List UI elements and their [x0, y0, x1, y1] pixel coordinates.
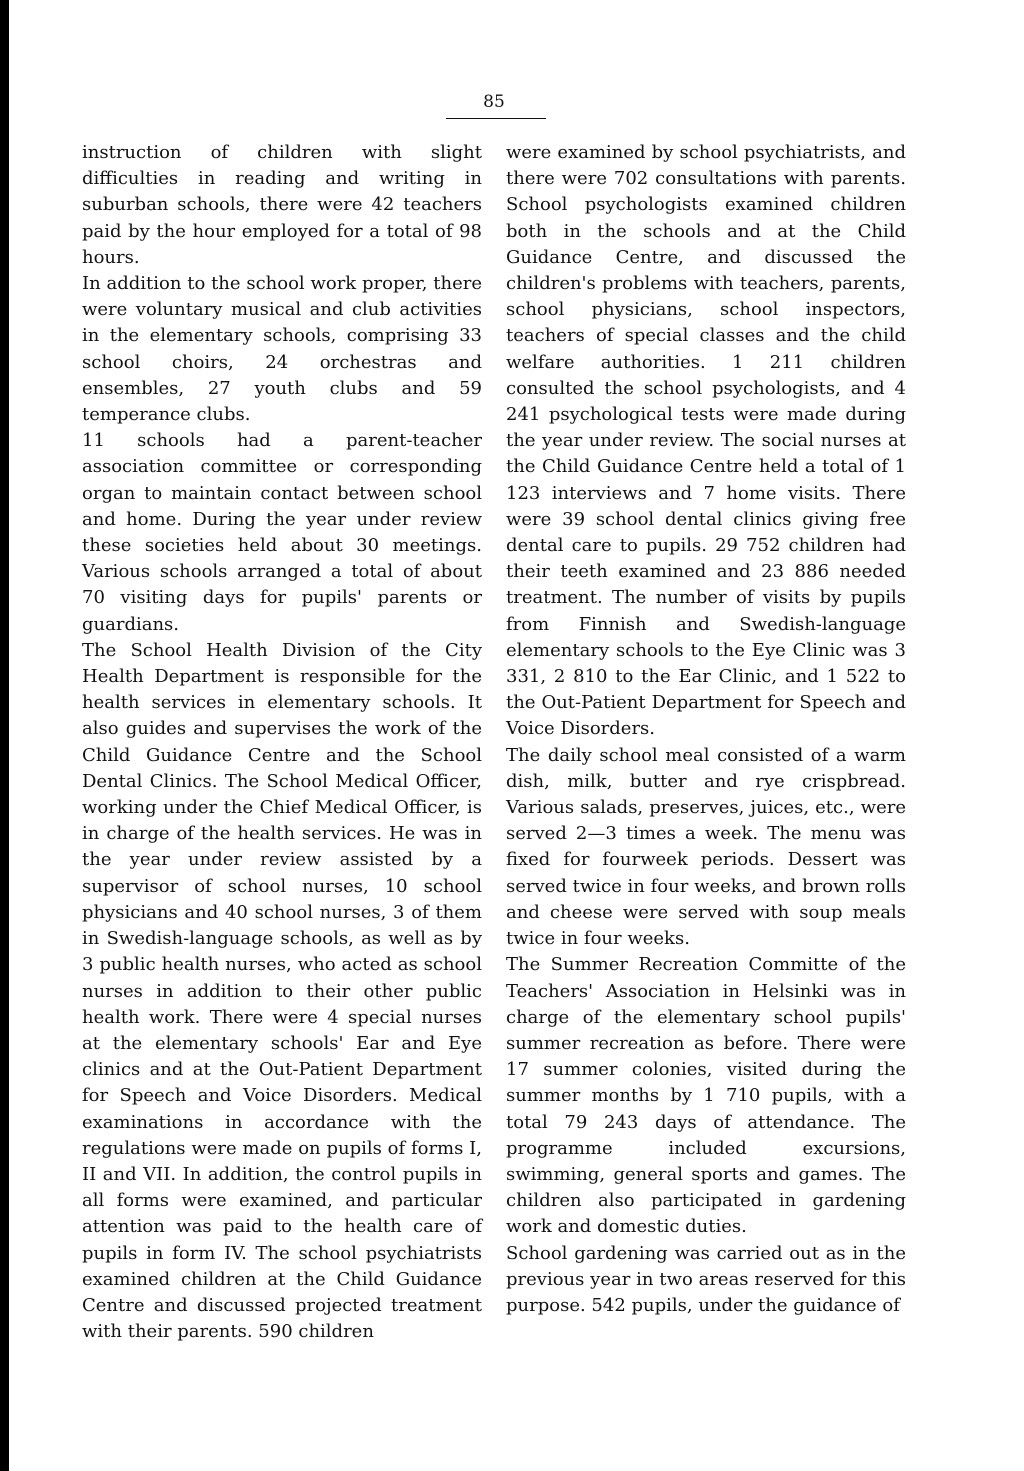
page-number-rule [446, 118, 546, 119]
scan-edge [0, 0, 9, 1471]
page-number: 85 [483, 92, 505, 112]
paragraph: were examined by school psychiatrists, and there were 702 consultations with parents. School psychologists examined children both in the schools and at the Child Guidance Centre, and discussed the children's problems with teachers, parents, school physicians, school inspectors, teachers of special classes and the child welfare authorities. 1 211 children consulted the school psychologists, and 4 241 psychological tests were made during the year under review. The social nurses at the Child Guidance Centre held a total of 1 123 interviews and 7 home visits. There were 39 school dental clinics giving free dental care to pupils. 29 752 children had their teeth examined and 23 886 needed treatment. The number of visits by pupils from Finnish and Swedish-language elementary schools to the Eye Clinic was 3 331, 2 810 to the Ear Clinic, and 1 522 to the Out-Patient Department for Speech and Voice Disorders. [506, 142, 906, 740]
left-column [82, 140, 482, 1345]
paragraph: The School Health Division of the City Health Department is responsible for the health services in elementary schools. It also guides and supervises the work of the Child Guidance Centre and the School Dental Clinics. The School Medical Officer, working under the Chief Medical Officer, is in charge of the health services. He was in the year under review assisted by a supervisor of school nurses, 10 school physicians and 40 school nurses, 3 of them in Swedish-language schools, as well as by 3 public health nurses, who acted as school nurses in addition to their other public health work. There were 4 special nurses at the elementary schools' Ear and Eye clinics and at the Out-Patient Department for Speech and Voice Disorders. Medical examinations in accordance with the regulations were made on pupils of forms I, II and VII. In addition, the control pupils in all forms were examined, and particular attention was paid to the health care of pupils in form IV. The school psychiatrists examined children at the Child Guidance Centre and discussed projected treatment with their parents. 590 children [82, 639, 482, 1343]
paragraph: instruction of children with slight difficulties in reading and writing in suburban schools, there were 42 teachers paid by the hour employed for a total of 98 hours. [82, 142, 482, 268]
right-column [506, 140, 906, 1319]
paragraph: In addition to the school work proper, there were voluntary musical and club activities in the elementary schools, comprising 33 school choirs, 24 orchestras and ensembles, 27 youth clubs and 59 temperance clubs. [82, 273, 482, 426]
paragraph: 11 schools had a parent-teacher association committee or corresponding organ to maintain contact between school and home. During the year under review these societies held about 30 meetings. Various schools arranged a total of about 70 visiting days for pupils' parents or guardians. [82, 430, 482, 635]
paragraph: The Summer Recreation Committe of the Teachers' Association in Helsinki was in charge of the elementary school pupils' summer recreation as before. There were 17 summer colonies, visited during the summer months by 1 710 pupils, with a total 79 243 days of attendance. The programme included excursions, swimming, general sports and games. The children also participated in gardening work and domestic duties. [506, 954, 906, 1238]
paragraph: School gardening was carried out as in the previous year in two areas reserved for this purpose. 542 pupils, under the guidance of [506, 1242, 906, 1316]
paragraph: The daily school meal consisted of a warm dish, milk, butter and rye crispbread. Various salads, preserves, juices, etc., were served 2—3 times a week. The menu was fixed for fourweek periods. Dessert was served twice in four weeks, and brown rolls and cheese were served with soup meals twice in four weeks. [506, 744, 906, 950]
